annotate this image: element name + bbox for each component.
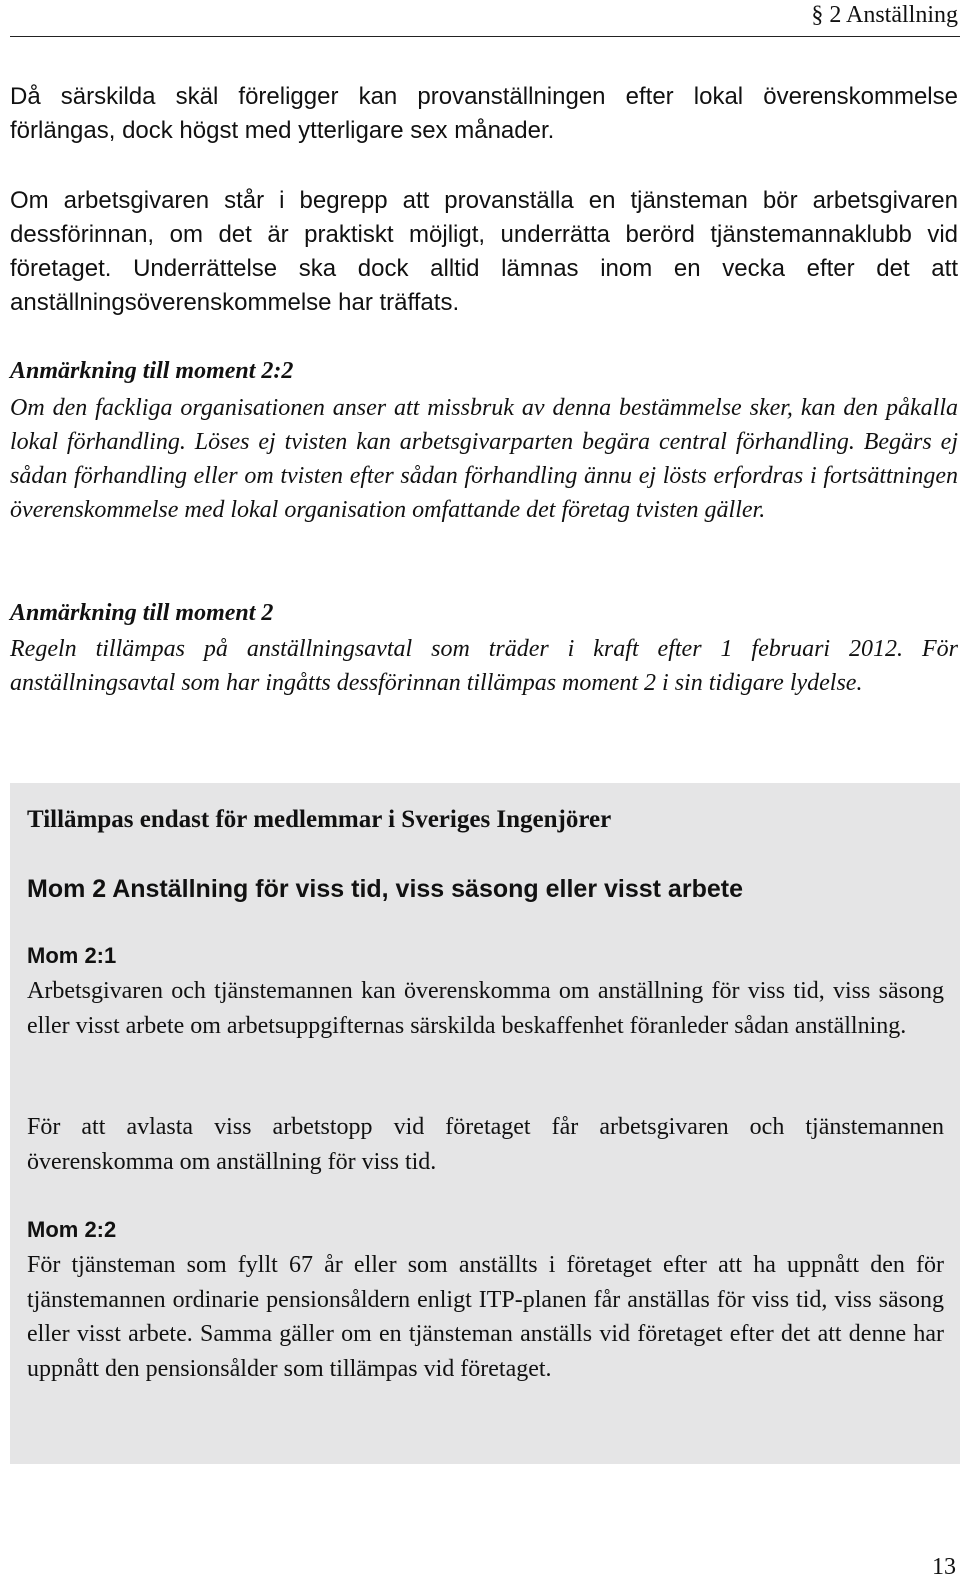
member-info-box <box>10 783 960 1464</box>
box-title: Mom 2 Anställning för viss tid, viss säsong eller visst arbete <box>27 875 743 903</box>
note-text-2-2: Om den fackliga organisationen anser att missbruk av denna bestämmelse sker, kan den påkalla lokal förhandling. Löses ej tvisten kan arbetsgivarparten begära central förhandling. Begärs ej sådan förhandling eller om tvisten efter sådan förhandling ännu ej lösts erfordras i fortsättningen överenskommelse med lokal organisation omfattande det företag tvisten gäller. <box>10 395 958 523</box>
note-text-2: Regeln tillämpas på anställningsavtal som träder i kraft efter 1 februari 2012. För anställningsavtal som har ingåtts dessförinnan tillämpas moment 2 i sin tidigare lydelse. <box>10 636 958 696</box>
mom-2-2-paragraph: För tjänsteman som fyllt 67 år eller som anställts i företaget efter att ha uppnått den för tjänstemannen ordinarie pensionsåldern enligt ITP-planen får anställas för viss tid, viss säsong eller visst arbete. Samma gäller om en tjänsteman anställs vid företaget efter det att denne har uppnått den pensionsålder som tillämpas vid företaget. <box>27 1252 944 1382</box>
note-heading-2-2: Anmärkning till moment 2:2 <box>10 358 294 384</box>
section-title: § 2 Anställning <box>811 2 958 28</box>
mom-2-1-heading: Mom 2:1 <box>27 943 117 968</box>
mom-2-1-paragraph-2: För att avlasta viss arbetstopp vid företaget får arbetsgivaren och tjänstemannen överenskomma om anställning för viss tid. <box>27 1114 944 1175</box>
paragraph-extension: Då särskilda skäl föreligger kan provanställningen efter lokal överenskommelse förlängas, dock högst med ytterligare sex månader. <box>10 83 958 144</box>
paragraph-notification: Om arbetsgivaren står i begrepp att provanställa en tjänsteman bör arbetsgivaren dessförinnan, om det är praktiskt möjligt, underrätta berörd tjänstemannaklubb vid företaget. Underrättelse ska dock alltid lämnas inom en vecka efter det att anställningsöverenskommelse har träffats. <box>10 187 958 316</box>
mom-2-1-paragraph-1: Arbetsgivaren och tjänstemannen kan överenskomma om anställning för viss tid, viss säsong eller visst arbete om arbetsuppgifternas särskilda beskaffenhet föranleder sådan anställning. <box>27 978 944 1039</box>
mom-2-2-heading: Mom 2:2 <box>27 1217 117 1242</box>
page-number: 13 <box>932 1554 956 1580</box>
note-heading-2: Anmärkning till moment 2 <box>10 600 274 626</box>
box-scope-heading: Tillämpas endast för medlemmar i Sveriges Ingenjörer <box>27 806 612 833</box>
running-header <box>10 0 960 37</box>
